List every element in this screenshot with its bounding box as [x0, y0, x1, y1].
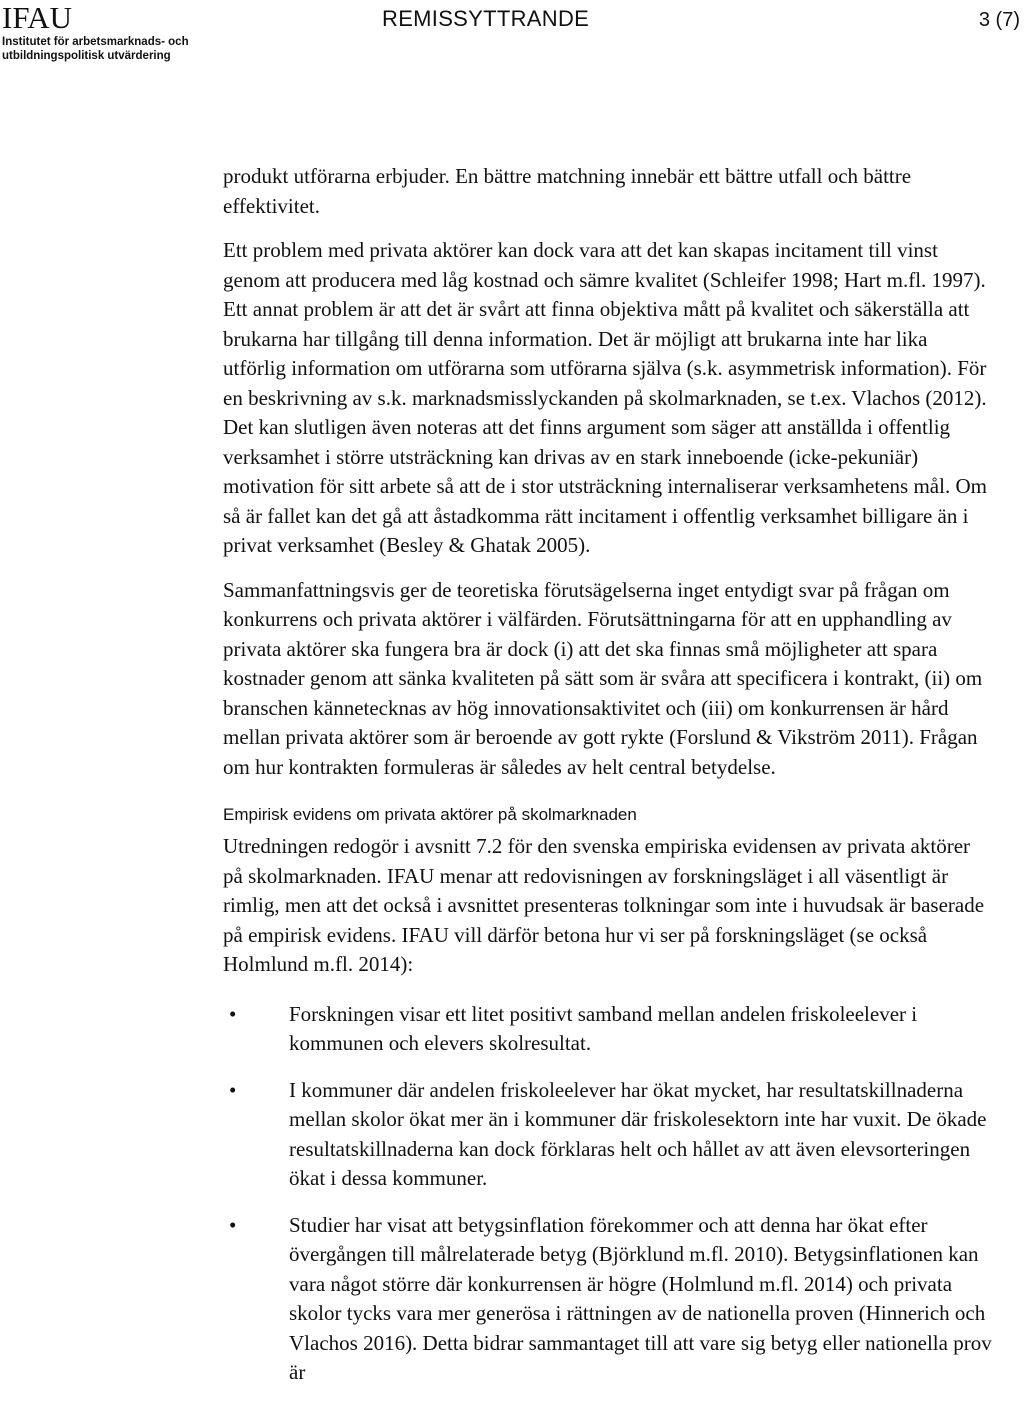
body-paragraph-3: Sammanfattningsvis ger de teoretiska förutsägelserna inget entydigt svar på frågan om konkurrens och privata aktörer i välfärden. Förutsättningarna för att en upphandling av privata aktörer ska fungera bra är dock (i) att det ska finnas små möjligheter att spara kostnader genom att sänka kvaliteten på sätt som är svåra att specificera i kontrakt, (ii) om branschen kännetecknas av hög innovationsaktivitet och (iii) om konkurrensen är hård mellan privata aktörer som är beroende av gott rykte (Forslund & Vikström 2011). Frågan om hur kontrakten formuleras är således av helt central betydelse. — [223, 577, 983, 779]
document-body — [223, 162, 993, 1405]
org-name-line-1: Institutet för arbetsmarknads- och — [2, 36, 189, 48]
list-item — [223, 1211, 993, 1388]
bullet-icon: • — [229, 1077, 237, 1102]
body-paragraph-2: Ett problem med privata aktörer kan dock vara att det kan skapas incitament till vinst genom att producera med låg kostnad och sämre kvalitet (Schleifer 1998; Hart m.fl. 1997). Ett annat problem är att det är svårt att finna objektiva mått på kvalitet och säkerställa att brukarna har tillgång till denna information. Det är möjligt att brukarna inte har lika utförlig information om utförarna som utförarna själva (s.k. asymmetrisk information). För en beskrivning av s.k. marknadsmisslyckanden på skolmarknaden, se t.ex. Vlachos (2012). Det kan slutligen även noteras att det finns argument som säger att anställda i offentlig verksamhet i större utsträckning kan drivas av en stark inneboende (icke-pekuniär) motivation för sitt arbete så att de i stor utsträckning internaliserar verksamhetens mål. Om så är fallet kan det gå att åstadkomma rätt incitament i offentlig verksamhet billigare än i privat verksamhet (Besley & Ghatak 2005). — [223, 238, 987, 557]
page-header — [0, 0, 1024, 70]
page-number: 3 (7) — [978, 9, 1020, 31]
body-paragraph-1: produkt utförarna erbjuder. En bättre matchning innebär ett bättre utfall och bättre effektivitet. — [223, 164, 912, 218]
list-item — [223, 1000, 993, 1059]
document-type: REMISSYTTRANDE — [382, 6, 590, 31]
section-heading: Empirisk evidens om privata aktörer på skolmarknaden — [223, 805, 637, 824]
list-item-text: Forskningen visar ett litet positivt samband mellan andelen friskoleelever i kommunen och elevers skolresultat. — [289, 1001, 918, 1055]
bullet-icon: • — [229, 1212, 237, 1237]
list-item — [223, 1076, 993, 1194]
org-name-line-2: utbildningspolitisk utvärdering — [2, 50, 171, 62]
org-logo-name: IFAU — [2, 0, 73, 35]
bullet-icon: • — [229, 1001, 237, 1026]
section-paragraph: Utredningen redogör i avsnitt 7.2 för den svenska empiriska evidensen av privata aktörer på skolmarknaden. IFAU menar att redovisningen av forskningsläget i all väsentligt är rimlig, men att det också i avsnittet presenteras tolkningar som inte i huvudsak är baserade på empirisk evidens. IFAU vill därför betona hur vi ser på forskningsläget (se också Holmlund m.fl. 2014): — [223, 834, 985, 976]
bullet-list — [223, 1000, 993, 1388]
list-item-text: I kommuner där andelen friskoleelever har ökat mycket, har resultatskillnaderna mellan skolor ökat mer än i kommuner där friskolesektorn inte har vuxit. De ökade resultatskillnaderna kan dock förklaras helt och hållet av att även elevsorteringen ökat i dessa kommuner. — [289, 1077, 987, 1190]
list-item-text: Studier har visat att betygsinflation förekommer och att denna har ökat efter övergången till målrelaterade betyg (Björklund m.fl. 2010). Betygsinflationen kan vara något större där konkurrensen är högre (Holmlund m.fl. 2014) och privata skolor tycks vara mer generösa i rättningen av de nationella proven (Hinnerich och Vlachos 2016). Detta bidrar sammantaget till att vare sig betyg eller nationella prov är — [289, 1212, 992, 1384]
